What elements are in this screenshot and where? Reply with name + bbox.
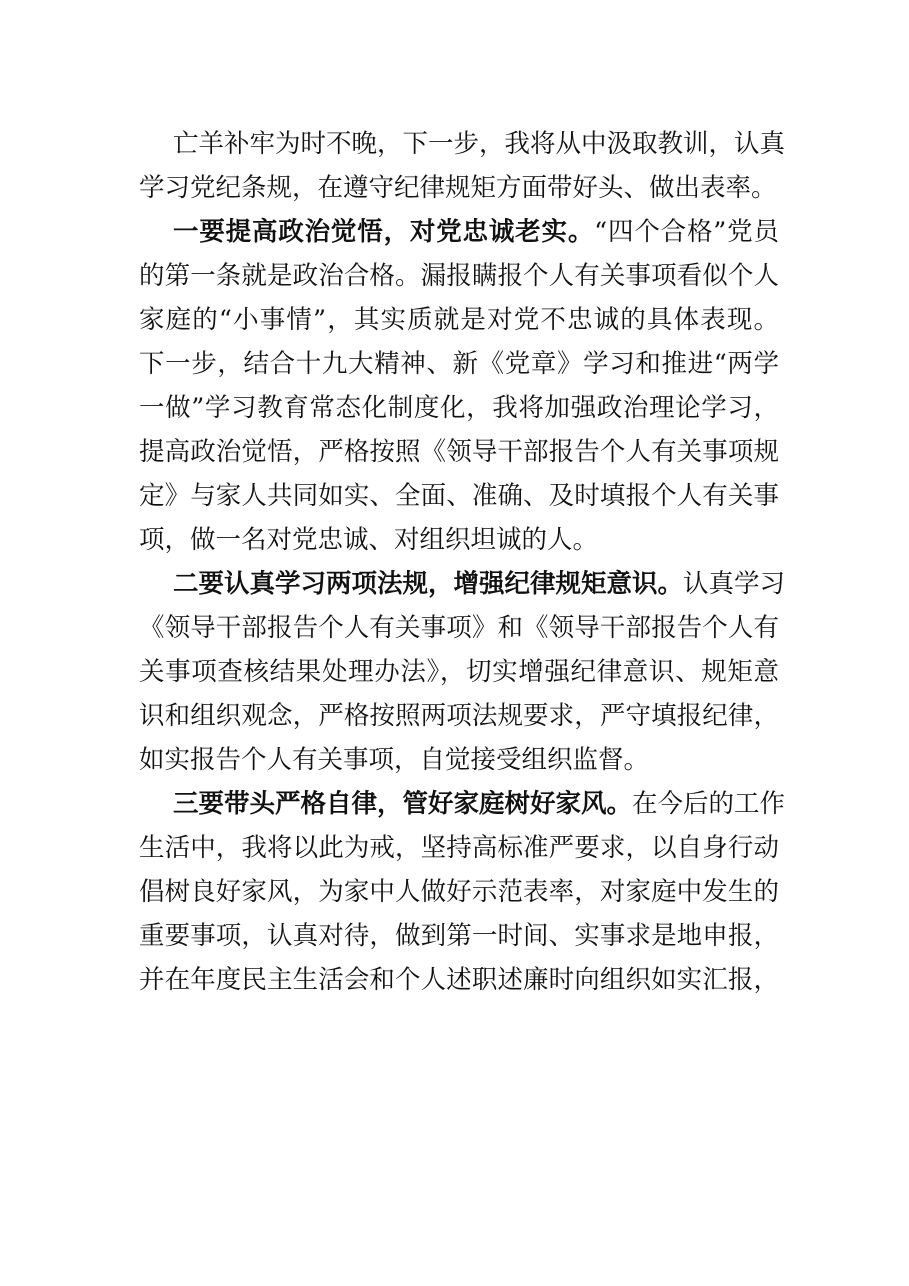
line-text: “四个合格”党员 bbox=[594, 217, 779, 247]
paragraph-heading: 二要认真学习两项法规，增强纪律规矩意识。 bbox=[173, 569, 684, 599]
body-line bbox=[139, 342, 779, 386]
line-text: 认真学习 bbox=[683, 569, 786, 599]
body-line bbox=[139, 738, 779, 782]
body-line bbox=[139, 254, 779, 298]
body-line bbox=[139, 210, 779, 254]
line-text: 识和组织观念，严格按照两项法规要求，严守填报纪律， bbox=[139, 701, 779, 731]
line-text: 一做”学习教育常态化制度化，我将加强政治理论学习， bbox=[139, 393, 779, 423]
document-body bbox=[139, 122, 786, 1002]
line-text: 并在年度民主生活会和个人述职述廉时向组织如实汇报， bbox=[139, 965, 779, 995]
body-line bbox=[139, 166, 779, 210]
line-text: 关事项查核结果处理办法》，切实增强纪律意识、规矩意 bbox=[139, 657, 779, 687]
line-text: 生活中，我将以此为戒，坚持高标准严要求，以自身行动 bbox=[139, 833, 779, 863]
line-text: 重要事项，认真对待，做到第一时间、实事求是地申报， bbox=[139, 921, 779, 951]
body-line bbox=[139, 386, 779, 430]
body-line bbox=[139, 298, 779, 342]
line-text: 下一步，结合十九大精神、新《党章》学习和推进“两学 bbox=[139, 349, 779, 379]
line-text: 定》与家人共同如实、全面、准确、及时填报个人有关事 bbox=[139, 481, 779, 511]
body-line bbox=[139, 650, 779, 694]
body-line bbox=[139, 474, 779, 518]
line-text: 如实报告个人有关事项，自觉接受组织监督。 bbox=[139, 745, 650, 775]
body-line bbox=[139, 914, 779, 958]
line-text: 提高政治觉悟，严格按照《领导干部报告个人有关事项规 bbox=[139, 437, 779, 467]
line-text: 的第一条就是政治合格。漏报瞒报个人有关事项看似个人 bbox=[139, 261, 779, 291]
body-line bbox=[139, 782, 786, 826]
line-text: 《领导干部报告个人有关事项》和《领导干部报告个人有 bbox=[139, 613, 779, 643]
body-line bbox=[139, 958, 779, 1002]
line-text: 亡羊补牢为时不晚，下一步，我将从中汲取教训，认真 bbox=[173, 129, 786, 159]
line-text: 在今后的工作 bbox=[632, 789, 786, 819]
line-text: 家庭的“小事情”，其实质就是对党不忠诚的具体表现。 bbox=[139, 305, 779, 335]
paragraph-heading: 一要提高政治觉悟，对党忠诚老实。 bbox=[173, 217, 595, 247]
body-line bbox=[139, 122, 786, 166]
body-line bbox=[139, 430, 779, 474]
line-text: 学习党纪条规，在遵守纪律规矩方面带好头、做出表率。 bbox=[139, 173, 777, 203]
body-line bbox=[139, 826, 779, 870]
line-text: 倡树良好家风，为家中人做好示范表率，对家庭中发生的 bbox=[139, 877, 779, 907]
paragraph-heading: 三要带头严格自律，管好家庭树好家风。 bbox=[173, 789, 633, 819]
body-line bbox=[139, 870, 779, 914]
body-line bbox=[139, 606, 779, 650]
body-line bbox=[139, 562, 786, 606]
body-line bbox=[139, 694, 779, 738]
body-line bbox=[139, 518, 779, 562]
line-text: 项，做一名对党忠诚、对组织坦诚的人。 bbox=[139, 525, 599, 555]
